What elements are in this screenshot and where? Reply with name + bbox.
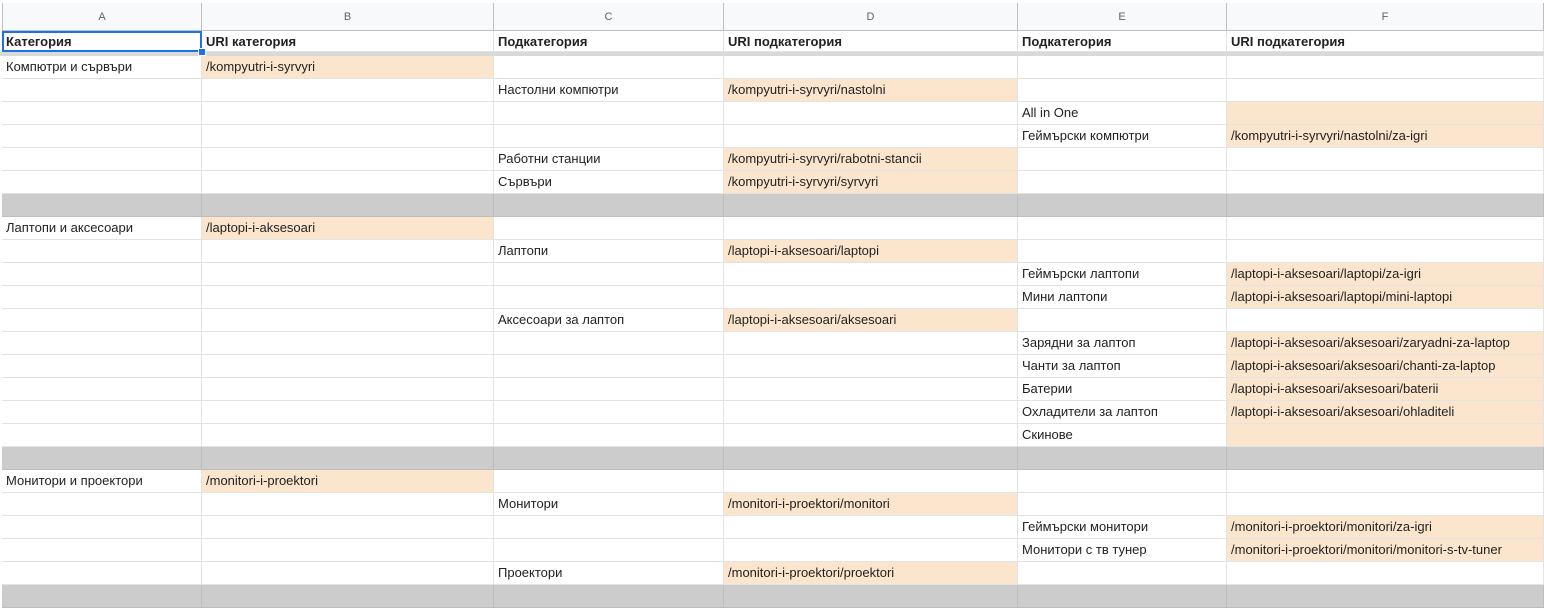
table-cell[interactable]	[1018, 562, 1227, 585]
table-cell[interactable]	[724, 217, 1018, 240]
table-cell[interactable]: Зарядни за лаптоп	[1018, 332, 1227, 355]
separator-cell[interactable]	[2, 585, 202, 608]
table-cell[interactable]	[1227, 240, 1544, 263]
table-cell[interactable]: Чанти за лаптоп	[1018, 355, 1227, 378]
table-cell[interactable]	[724, 286, 1018, 309]
table-cell[interactable]	[2, 355, 202, 378]
table-cell[interactable]	[202, 240, 494, 263]
table-cell[interactable]	[202, 79, 494, 102]
header-cell[interactable]: URI подкатегория	[724, 31, 1018, 52]
header-cell[interactable]: Подкатегория	[494, 31, 724, 52]
separator-cell[interactable]	[494, 194, 724, 217]
table-cell[interactable]	[494, 539, 724, 562]
table-cell[interactable]	[494, 217, 724, 240]
table-cell[interactable]	[1018, 217, 1227, 240]
table-cell[interactable]	[1018, 240, 1227, 263]
table-cell[interactable]	[724, 263, 1018, 286]
table-cell[interactable]	[2, 378, 202, 401]
header-cell[interactable]: Подкатегория	[1018, 31, 1227, 52]
table-cell[interactable]	[2, 401, 202, 424]
table-cell[interactable]	[202, 424, 494, 447]
table-cell[interactable]	[724, 378, 1018, 401]
separator-cell[interactable]	[2, 194, 202, 217]
separator-cell[interactable]	[202, 447, 494, 470]
table-cell[interactable]	[202, 171, 494, 194]
table-cell[interactable]	[724, 332, 1018, 355]
separator-cell[interactable]	[1018, 447, 1227, 470]
table-cell[interactable]	[494, 102, 724, 125]
table-cell[interactable]: /laptopi-i-aksesoari/aksesoari/baterii	[1227, 378, 1544, 401]
separator-cell[interactable]	[202, 194, 494, 217]
table-cell[interactable]: Аксесоари за лаптоп	[494, 309, 724, 332]
table-cell[interactable]: Скинове	[1018, 424, 1227, 447]
table-cell[interactable]	[724, 401, 1018, 424]
table-cell[interactable]	[1227, 470, 1544, 493]
header-cell[interactable]: Категория	[2, 31, 202, 52]
table-cell[interactable]: Геймърски компютри	[1018, 125, 1227, 148]
table-cell[interactable]: /laptopi-i-aksesoari/laptopi	[724, 240, 1018, 263]
table-cell[interactable]: /monitori-i-proektori/monitori	[724, 493, 1018, 516]
table-cell[interactable]	[2, 332, 202, 355]
table-cell[interactable]	[1018, 79, 1227, 102]
separator-cell[interactable]	[724, 585, 1018, 608]
table-cell[interactable]	[2, 493, 202, 516]
table-cell[interactable]	[1227, 493, 1544, 516]
table-cell[interactable]	[2, 125, 202, 148]
table-cell[interactable]	[1018, 56, 1227, 79]
separator-cell[interactable]	[1227, 585, 1544, 608]
column-header-c[interactable]: C	[494, 3, 724, 31]
table-cell[interactable]: Мини лаптопи	[1018, 286, 1227, 309]
column-header-e[interactable]: E	[1018, 3, 1227, 31]
table-cell[interactable]	[202, 401, 494, 424]
table-cell[interactable]	[1227, 217, 1544, 240]
table-cell[interactable]	[724, 102, 1018, 125]
column-header-d[interactable]: D	[724, 3, 1018, 31]
table-cell[interactable]: Батерии	[1018, 378, 1227, 401]
table-cell[interactable]	[724, 424, 1018, 447]
table-cell[interactable]	[202, 286, 494, 309]
separator-cell[interactable]	[202, 585, 494, 608]
separator-cell[interactable]	[1018, 585, 1227, 608]
table-cell[interactable]	[2, 424, 202, 447]
table-cell[interactable]	[202, 263, 494, 286]
table-cell[interactable]: /monitori-i-proektori/proektori	[724, 562, 1018, 585]
table-cell[interactable]	[202, 309, 494, 332]
table-cell[interactable]: /kompyutri-i-syrvyri	[202, 56, 494, 79]
table-cell[interactable]: /monitori-i-proektori/monitori/za-igri	[1227, 516, 1544, 539]
table-cell[interactable]	[202, 378, 494, 401]
table-cell[interactable]: Настолни компютри	[494, 79, 724, 102]
table-cell[interactable]: Монитори	[494, 493, 724, 516]
table-cell[interactable]	[2, 286, 202, 309]
table-cell[interactable]: /laptopi-i-aksesoari/aksesoari/chanti-za-laptop	[1227, 355, 1544, 378]
table-cell[interactable]	[1018, 493, 1227, 516]
column-header-b[interactable]: B	[202, 3, 494, 31]
table-cell[interactable]: /laptopi-i-aksesoari	[202, 217, 494, 240]
table-cell[interactable]	[202, 148, 494, 171]
table-cell[interactable]	[1018, 171, 1227, 194]
table-cell[interactable]	[2, 562, 202, 585]
separator-cell[interactable]	[724, 447, 1018, 470]
table-cell[interactable]: Геймърски монитори	[1018, 516, 1227, 539]
separator-cell[interactable]	[1018, 194, 1227, 217]
table-cell[interactable]	[1227, 148, 1544, 171]
table-cell[interactable]: /laptopi-i-aksesoari/aksesoari/zaryadni-za-laptop	[1227, 332, 1544, 355]
separator-cell[interactable]	[494, 447, 724, 470]
table-cell[interactable]: /laptopi-i-aksesoari/laptopi/za-igri	[1227, 263, 1544, 286]
table-cell[interactable]: /kompyutri-i-syrvyri/nastolni	[724, 79, 1018, 102]
column-header-a[interactable]: A	[2, 3, 202, 31]
separator-cell[interactable]	[1227, 194, 1544, 217]
table-cell[interactable]	[1227, 56, 1544, 79]
table-cell[interactable]	[494, 332, 724, 355]
column-header-f[interactable]: F	[1227, 3, 1544, 31]
table-cell[interactable]	[1018, 309, 1227, 332]
table-cell[interactable]	[724, 56, 1018, 79]
table-cell[interactable]: /monitori-i-proektori/monitori/monitori-s-tv-tuner	[1227, 539, 1544, 562]
table-cell[interactable]: /laptopi-i-aksesoari/aksesoari/ohladiteli	[1227, 401, 1544, 424]
table-cell[interactable]	[1018, 470, 1227, 493]
table-cell[interactable]: Монитори с тв тунер	[1018, 539, 1227, 562]
header-cell[interactable]: URI подкатегория	[1227, 31, 1544, 52]
table-cell[interactable]	[2, 516, 202, 539]
table-cell[interactable]	[202, 332, 494, 355]
selection-fill-handle[interactable]	[198, 48, 206, 56]
table-cell[interactable]	[202, 125, 494, 148]
table-cell[interactable]: /monitori-i-proektori	[202, 470, 494, 493]
table-cell[interactable]: Геймърски лаптопи	[1018, 263, 1227, 286]
table-cell[interactable]	[724, 470, 1018, 493]
table-cell[interactable]	[1227, 424, 1544, 447]
table-cell[interactable]: Сървъри	[494, 171, 724, 194]
table-cell[interactable]: Компютри и сървъри	[2, 56, 202, 79]
table-cell[interactable]	[202, 493, 494, 516]
table-cell[interactable]	[724, 355, 1018, 378]
table-cell[interactable]	[2, 539, 202, 562]
table-cell[interactable]	[494, 470, 724, 493]
table-cell[interactable]: /kompyutri-i-syrvyri/syrvyri	[724, 171, 1018, 194]
separator-cell[interactable]	[2, 447, 202, 470]
table-cell[interactable]	[1018, 148, 1227, 171]
table-cell[interactable]: /laptopi-i-aksesoari/aksesoari	[724, 309, 1018, 332]
header-cell[interactable]: URI категория	[202, 31, 494, 52]
table-cell[interactable]	[2, 148, 202, 171]
table-cell[interactable]	[494, 516, 724, 539]
table-cell[interactable]	[202, 355, 494, 378]
table-cell[interactable]	[2, 240, 202, 263]
table-cell[interactable]	[724, 539, 1018, 562]
table-cell[interactable]	[494, 125, 724, 148]
table-cell[interactable]	[724, 125, 1018, 148]
table-cell[interactable]: All in One	[1018, 102, 1227, 125]
table-cell[interactable]	[494, 263, 724, 286]
table-cell[interactable]: Охладители за лаптоп	[1018, 401, 1227, 424]
separator-cell[interactable]	[1227, 447, 1544, 470]
table-cell[interactable]	[202, 516, 494, 539]
table-cell[interactable]: /laptopi-i-aksesoari/laptopi/mini-laptopi	[1227, 286, 1544, 309]
table-cell[interactable]	[494, 286, 724, 309]
table-cell[interactable]	[2, 79, 202, 102]
table-cell[interactable]: Лаптопи	[494, 240, 724, 263]
table-cell[interactable]	[2, 309, 202, 332]
table-cell[interactable]: /kompyutri-i-syrvyri/nastolni/za-igri	[1227, 125, 1544, 148]
table-cell[interactable]	[2, 171, 202, 194]
separator-cell[interactable]	[724, 194, 1018, 217]
table-cell[interactable]: Монитори и проектори	[2, 470, 202, 493]
table-cell[interactable]: Работни станции	[494, 148, 724, 171]
table-cell[interactable]	[2, 102, 202, 125]
table-cell[interactable]	[1227, 562, 1544, 585]
table-cell[interactable]	[724, 516, 1018, 539]
table-cell[interactable]	[494, 424, 724, 447]
table-cell[interactable]	[494, 378, 724, 401]
table-cell[interactable]	[1227, 79, 1544, 102]
table-cell[interactable]	[202, 539, 494, 562]
table-cell[interactable]	[494, 355, 724, 378]
table-cell[interactable]	[494, 56, 724, 79]
separator-cell[interactable]	[494, 585, 724, 608]
table-cell[interactable]: Проектори	[494, 562, 724, 585]
table-cell[interactable]: /kompyutri-i-syrvyri/rabotni-stancii	[724, 148, 1018, 171]
table-cell[interactable]	[202, 562, 494, 585]
table-cell[interactable]	[1227, 171, 1544, 194]
table-cell[interactable]	[202, 102, 494, 125]
table-cell[interactable]	[2, 263, 202, 286]
table-cell[interactable]	[1227, 102, 1544, 125]
table-cell[interactable]	[1227, 309, 1544, 332]
table-cell[interactable]: Лаптопи и аксесоари	[2, 217, 202, 240]
table-cell[interactable]	[494, 401, 724, 424]
